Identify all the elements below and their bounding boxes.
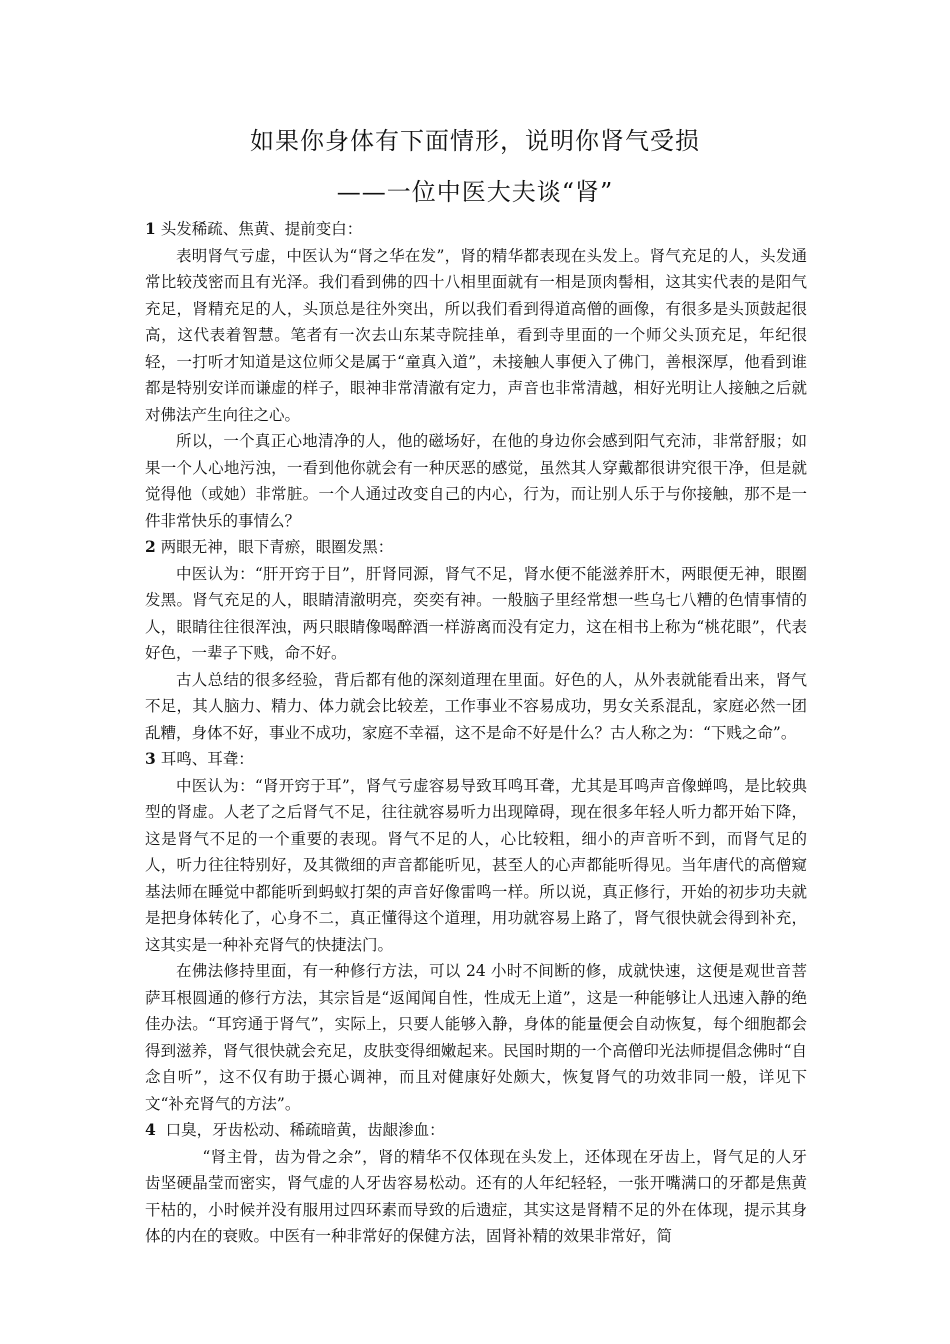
document-subtitle: ——一位中医大夫谈“肾” [336, 178, 614, 206]
document-body [145, 216, 807, 1250]
section-heading [145, 1117, 807, 1144]
paragraph: 古人总结的很多经验，背后都有他的深刻道理在里面。好色的人，从外表就能看出来，肾气不足，其人脑力、精力、体力就会比较差，工作事业不容易成功，男女关系混乱，家庭必然一团乱糟，身体不好，事业不成功，家庭不幸福，这不是命不好是什么？古人称之为：“下贱之命”。 [145, 670, 807, 742]
section-number: 2 [145, 537, 156, 556]
paragraph: 表明肾气亏虚，中医认为“肾之华在发”，肾的精华都表现在头发上。肾气充足的人，头发通常比较茂密而且有光泽。我们看到佛的四十八相里面就有一相是顶肉髻相，这其实代表的是阳气充足，肾精充足的人，头顶总是往外突出，所以我们看到得道高僧的画像，有很多是头顶鼓起很高，这代表着智慧。笔者有一次去山东某寺院挂单，看到寺里面的一个师父头顶充足，年纪很轻，一打听才知道是这位师父是属于“童真入道”，未接触人事便入了佛门，善根深厚，他看到谁都是特别安详而谦虚的样子，眼神非常清澈有定力，声音也非常清越，相好光明让人接触之后就对佛法产生向往之心。 [145, 246, 807, 424]
section-number: 4 [145, 1120, 156, 1139]
section-number: 1 [145, 219, 156, 238]
section-heading [145, 216, 807, 243]
paragraph: 中医认为：“肾开窍于耳”，肾气亏虚容易导致耳鸣耳聋，尤其是耳鸣声音像蝉鸣，是比较典型的肾虚。人老了之后肾气不足，往往就容易听力出现障碍，现在很多年轻人听力都开始下降，这是肾气不足的一个重要的表现。肾气不足的人，心比较粗，细小的声音听不到，而肾气足的人，听力往往特别好，及其微细的声音都能听见，甚至人的心声都能听得见。当年唐代的高僧窥基法师在睡觉中都能听到蚂蚁打架的声音好像雷鸣一样。所以说，真正修行，开始的初步功夫就是把身体转化了，心身不二，真正懂得这个道理，用功就容易上路了，肾气很快就会得到补充，这其实是一种补充肾气的快捷法门。 [145, 776, 807, 954]
section-heading [145, 534, 807, 561]
paragraph: 中医认为：“肝开窍于目”，肝肾同源，肾气不足，肾水便不能滋养肝木，两眼便无神，眼圈发黑。肾气充足的人，眼睛清澈明亮，奕奕有神。一般脑子里经常想一些乌七八糟的色情事情的人，眼睛往往很浑浊，两只眼睛像喝醉酒一样游离而没有定力，这在相书上称为“桃花眼”，代表好色，一辈子下贱，命不好。 [145, 564, 807, 662]
section-number: 3 [145, 749, 156, 768]
paragraph: 在佛法修持里面，有一种修行方法，可以 24 小时不间断的修，成就快速，这便是观世音菩萨耳根圆通的修行方法，其宗旨是“返闻闻自性，性成无上道”，这是一种能够让人迅速入静的绝佳办法。“耳窍通于肾气”，实际上，只要人能够入静，身体的能量便会自动恢复，每个细胞都会得到滋养，肾气很快就会充足，皮肤变得细嫩起来。民国时期的一个高僧印光法师提倡念佛时“自念自听”，这不仅有助于摄心调神，而且对健康好处颇大，恢复肾气的功效非同一般，详见下文“补充肾气的方法”。 [145, 962, 807, 1113]
section-heading-text: 口臭，牙齿松动、稀疏暗黄，齿龈渗血： [165, 1121, 445, 1139]
document-title: 如果你身体有下面情形，说明你肾气受损 [250, 127, 700, 155]
paragraph: 所以，一个真正心地清净的人，他的磁场好，在他的身边你会感到阳气充沛，非常舒服；如果一个人心地污浊，一看到他你就会有一种厌恶的感觉，虽然其人穿戴都很讲究很干净，但是就觉得他（或她）非常脏。一个人通过改变自己的内心，行为，而让别人乐于与你接触，那不是一件非常快乐的事情么？ [145, 432, 807, 530]
section-heading-text: 两眼无神，眼下青瘀，眼圈发黑： [160, 538, 394, 556]
paragraph: “肾主骨，齿为骨之余”，肾的精华不仅体现在头发上，还体现在牙齿上，肾气足的人牙齿坚硬晶莹而密实，肾气虚的人牙齿容易松动。还有的人年纪轻轻，一张开嘴满口的牙都是焦黄干枯的，小时候并没有服用过四环素而导致的后遗症，其实这是肾精不足的外在体现，提示其身体的内在的衰败。中医有一种非常好的保健方法，固肾补精的效果非常好，简 [145, 1147, 807, 1245]
section-heading-text: 耳鸣、耳聋： [160, 750, 254, 768]
section-heading [145, 746, 807, 773]
section-heading-text: 头发稀疏、焦黄、提前变白： [160, 220, 363, 238]
